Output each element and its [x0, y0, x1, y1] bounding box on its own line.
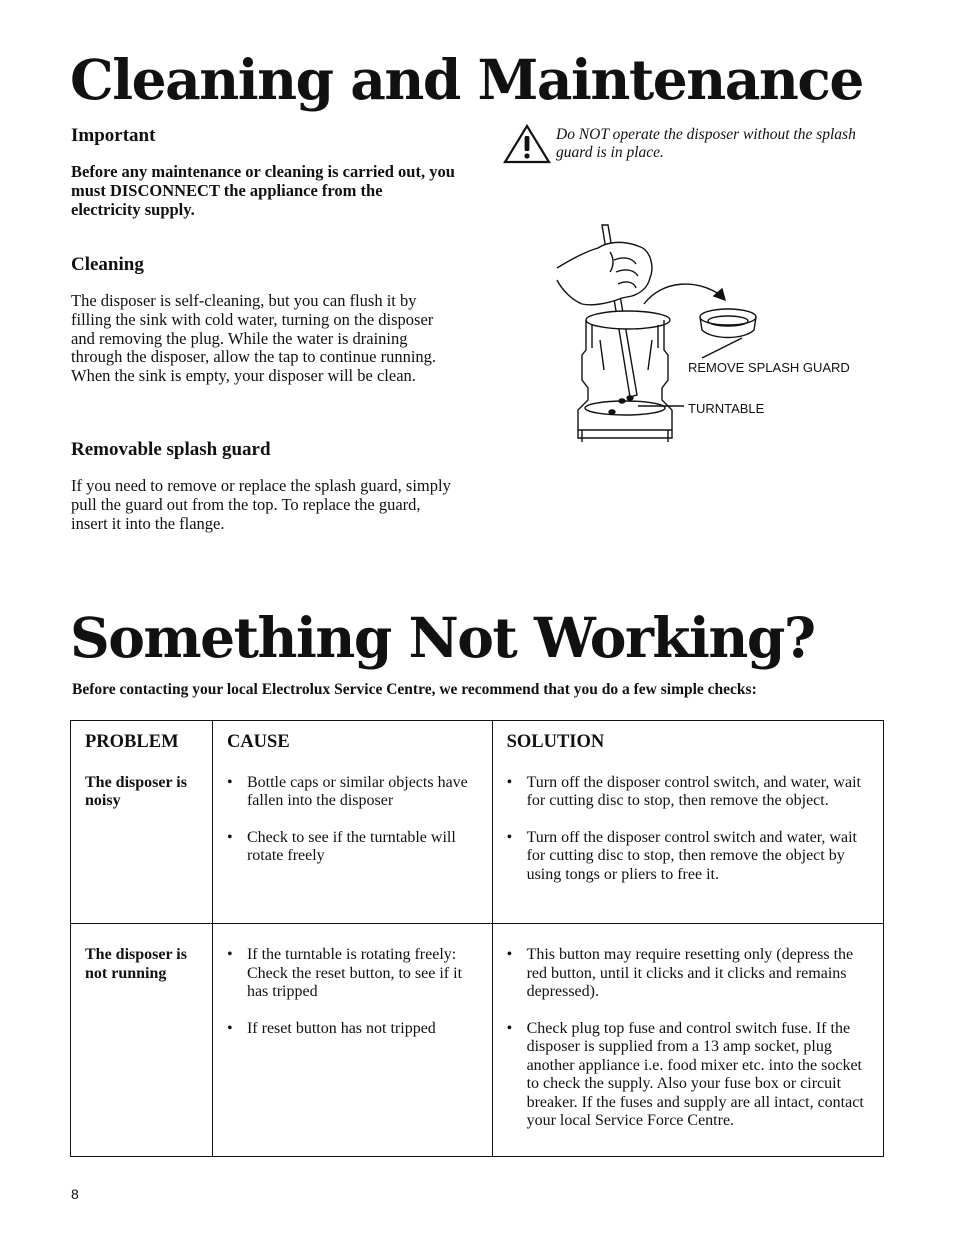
- cause-list: [227, 946, 478, 1038]
- label-turntable: TURNTABLE: [688, 401, 765, 416]
- cause-item: • Bottle caps or similar objects have fallen into the disposer: [227, 774, 478, 811]
- warning-triangle-icon: [503, 123, 551, 165]
- splash-guard-heading: Removable splash guard: [71, 439, 271, 460]
- solution-item: • Turn off the disposer control switch, and water, wait for cutting disc to stop, then remove the object.: [507, 774, 869, 811]
- cause-list: [227, 774, 478, 866]
- cause-cell: [212, 721, 492, 924]
- page-title-cleaning: Cleaning and Maintenance: [70, 47, 863, 112]
- page-number: 8: [71, 1186, 79, 1202]
- warning-text: Do NOT operate the disposer without the splash guard is in place.: [556, 126, 856, 161]
- label-remove-splash-guard: REMOVE SPLASH GUARD: [688, 360, 850, 375]
- splash-guard-text: If you need to remove or replace the splash guard, simply pull the guard out from the top. To replace the guard, insert it into the flange.: [71, 476, 451, 533]
- solution-item: • Check plug top fuse and control switch fuse. If the disposer is supplied from a 13 amp socket, plug another appliance i.e. food mixer etc. into the socket to check the supply. Also your fuse box or circuit breaker. If the fuses and supply are all intact, contact your local Service Force Centre.: [507, 1020, 869, 1131]
- header-solution: SOLUTION: [506, 732, 605, 752]
- header-cause: CAUSE: [226, 732, 290, 752]
- solution-cell: [492, 721, 883, 924]
- cause-item: • If reset button has not tripped: [227, 1020, 478, 1039]
- table-row: [71, 721, 884, 924]
- problem-cell: [71, 721, 213, 924]
- page-title-troubleshooting: Something Not Working?: [70, 605, 815, 670]
- table-row: [71, 924, 884, 1157]
- cause-item: • If the turntable is rotating freely: Check the reset button, to see if it has tripped: [227, 946, 478, 1002]
- problem-cell: [71, 924, 213, 1157]
- troubleshooting-intro: Before contacting your local Electrolux Service Centre, we recommend that you do a few simple checks:: [72, 681, 757, 698]
- cause-cell: [212, 924, 492, 1157]
- solution-item: • Turn off the disposer control switch and water, wait for cutting disc to stop, then remove the object by using tongs or pliers to free it.: [507, 829, 869, 885]
- solution-item: • This button may require resetting only (depress the red button, until it clicks and it clicks and remains depressed).: [507, 946, 869, 1002]
- problem-text: The disposer is noisy: [85, 773, 187, 809]
- important-heading: Important: [71, 125, 156, 146]
- cause-item: • Check to see if the turntable will rotate freely: [227, 829, 478, 866]
- cleaning-text: The disposer is self-cleaning, but you can flush it by filling the sink with cold water, turning on the disposer and removing the plug. While the water is draining through the disposer, allow the tap to continue running. When the sink is empty, your disposer will be clean.: [71, 291, 437, 386]
- solution-list: [507, 774, 869, 885]
- solution-list: [507, 946, 869, 1131]
- header-problem: PROBLEM: [85, 732, 179, 752]
- cleaning-heading: Cleaning: [71, 254, 144, 275]
- solution-cell: [492, 924, 883, 1157]
- important-text: Before any maintenance or cleaning is carried out, you must DISCONNECT the appliance from the electricity supply.: [71, 162, 455, 219]
- troubleshooting-table: [70, 720, 884, 1157]
- problem-text: The disposer is not running: [85, 946, 187, 982]
